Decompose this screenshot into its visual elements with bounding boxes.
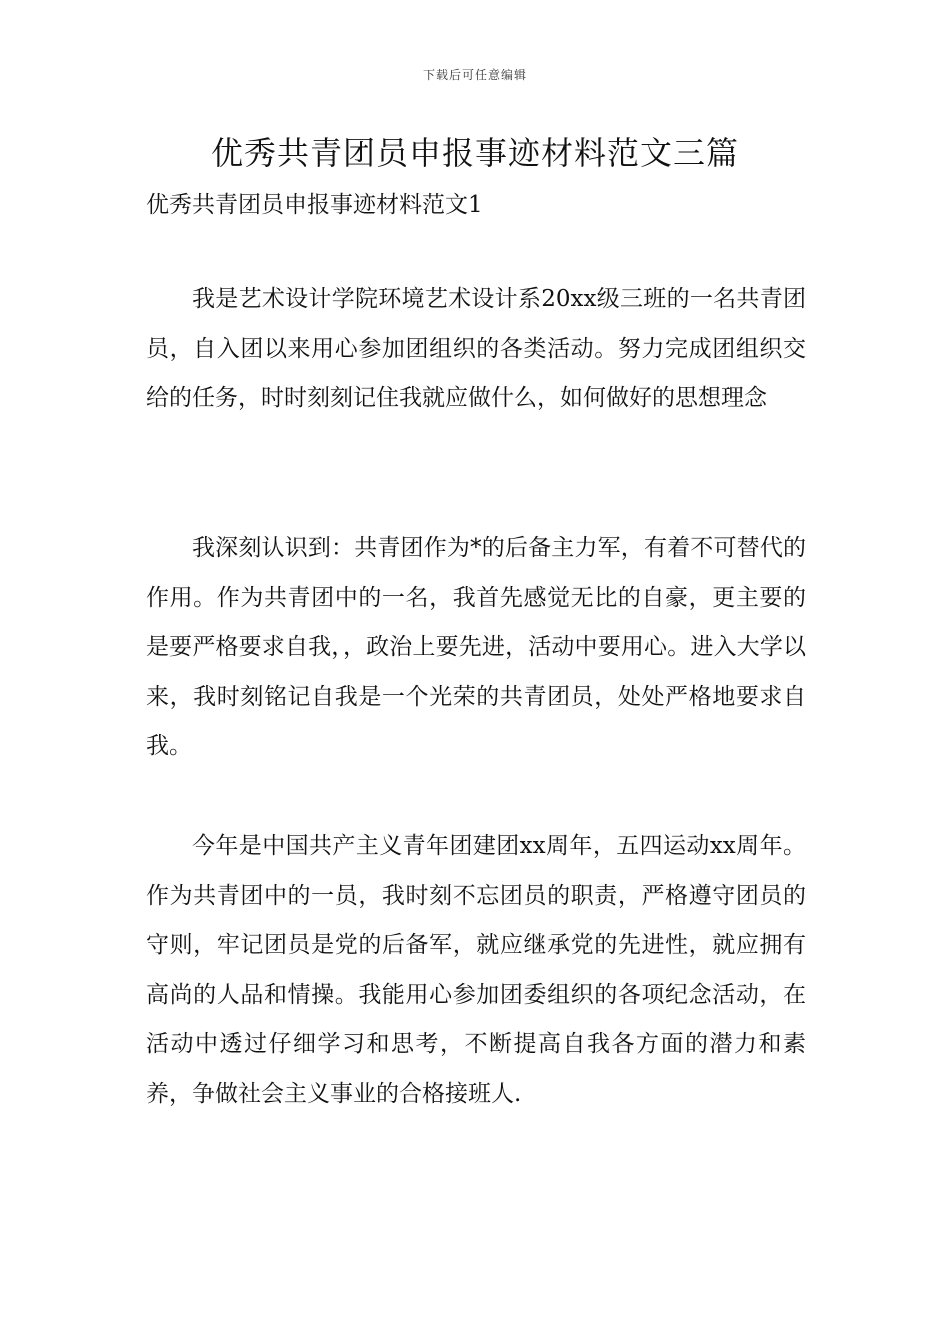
document-subtitle: 优秀共青团员申报事迹材料范文1 (146, 192, 483, 218)
document-title: 优秀共青团员申报事迹材料范文三篇 (210, 134, 739, 172)
header-note: 下载后可任意编辑 (422, 68, 527, 82)
paragraph-2: 我深刻认识到：共青团作为*的后备主力军，有着不可替代的作用。作为共青团中的一名，我首先感觉无比的自豪，更主要的是要严格要求自我，，政治上要先进，活动中要用心。进入大学以来，我时刻铭记自我是一个光荣的共青团员，处处严格地要求自我。 (146, 535, 806, 759)
paragraph-1: 我是艺术设计学院环境艺术设计系20xx级三班的一名共青团员，自入团以来用心参加团组织的各类活动。努力完成团组织交给的任务，时时刻刻记住我就应做什么，如何做好的思想理念 (146, 286, 806, 411)
paragraph-3: 今年是中国共产主义青年团建团xx周年，五四运动xx周年。作为共青团中的一员，我时刻不忘团员的职责，严格遵守团员的守则，牢记团员是党的后备军，就应继承党的先进性，就应拥有高尚的人品和情操。我能用心参加团委组织的各项纪念活动，在活动中透过仔细学习和思考，不断提高自我各方面的潜力和素养，争做社会主义事业的合格接班人. (146, 833, 806, 1107)
